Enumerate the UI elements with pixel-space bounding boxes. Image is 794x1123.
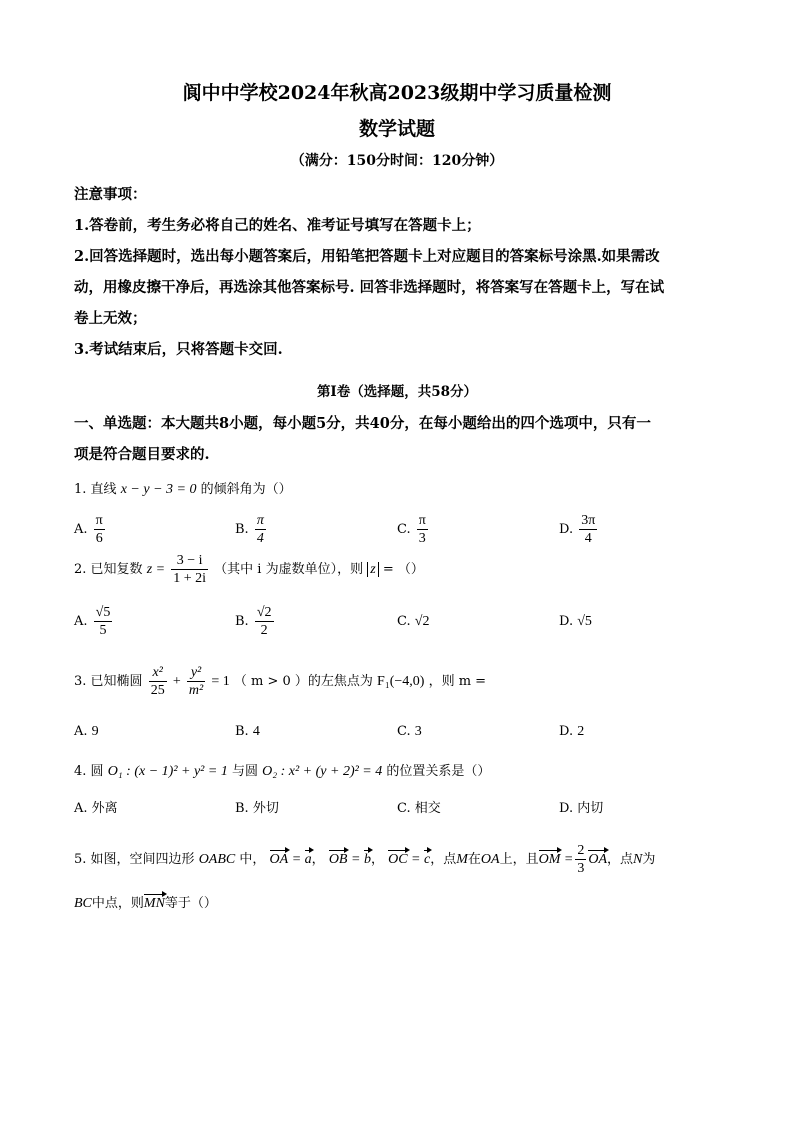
question-5-shape: OABC	[198, 852, 236, 867]
question-4-option-a[interactable]	[74, 797, 118, 816]
vector-c: c	[423, 852, 431, 867]
notes-item-3: 3.考试结束后，只将答题卡交回.	[74, 341, 283, 358]
question-1-text: 的倾斜角为（）	[200, 482, 292, 497]
option-label: B.	[235, 724, 249, 739]
option-label: A.	[74, 614, 88, 629]
option-label: B.	[235, 801, 249, 816]
question-3-eq: = 1	[211, 674, 230, 689]
exam-subtitle: 数学试题	[358, 118, 435, 140]
vector-oa: OA	[269, 852, 289, 867]
question-2-option-b[interactable]	[235, 604, 276, 639]
question-3-option-c[interactable]	[397, 724, 422, 740]
frac-num: 3 − i	[176, 553, 203, 568]
question-5-line-1: 5. 如图，空间四边形 OABC 中， OA = a， OB = b， OC = c，点M在OA上，且OM = $\frac{2}{3}$ OA，点N为	[74, 843, 656, 876]
question-2-text-2: = （）	[382, 562, 424, 577]
question-1-num: 1. 直线	[74, 482, 117, 497]
frac-num: 2	[577, 843, 585, 858]
option-label: C.	[397, 801, 411, 816]
option-value: √5	[577, 614, 592, 629]
option-value: 内切	[577, 801, 604, 816]
option-label: A.	[74, 801, 88, 816]
question-2-option-d[interactable]	[559, 614, 592, 630]
vector-b: b	[363, 852, 371, 867]
question-3-option-a[interactable]	[74, 724, 99, 740]
option-value: 2	[577, 724, 585, 739]
question-1	[74, 478, 292, 498]
question-3-option-d[interactable]	[559, 724, 584, 740]
question-4-circle-1: O₁ : (x − 1)² + y² = 1	[107, 764, 228, 779]
notes-heading: 注意事项：	[74, 186, 147, 203]
question-3: 3. 已知椭圆 $\frac{\text{x²}}{25}$ + $\frac{\text{y²}}{\text{m²}}$ = 1 （ m > 0 ）的左焦点为 F₁(−4,0) ，则 m =	[74, 665, 487, 698]
frac-den: 6	[94, 529, 105, 547]
frac-den: 3	[577, 861, 585, 876]
frac-num: 3π	[581, 513, 596, 528]
option-value: 3	[414, 724, 422, 739]
vector-oa: OA	[588, 852, 607, 867]
question-5-num: 5. 如图，空间四边形	[74, 852, 195, 867]
question-3-cond: （ m > 0 ）的左焦点为	[233, 674, 373, 689]
question-1-expr: x − y − 3 = 0	[120, 482, 197, 497]
option-label: D.	[559, 614, 574, 629]
notes-item-2-line-3: 卷上无效；	[74, 310, 147, 327]
question-1-option-b[interactable]	[235, 512, 268, 547]
question-4-option-d[interactable]	[559, 797, 603, 816]
question-5-text: 中，	[239, 852, 266, 867]
question-4-option-b[interactable]	[235, 797, 279, 816]
frac-num: π	[256, 513, 264, 528]
question-5-line-2	[74, 892, 217, 912]
notes-item-1: 1.答卷前，考生务必将自己的姓名、准考证号填写在答题卡上；	[74, 217, 481, 234]
option-label: C.	[397, 724, 411, 739]
frac-den: 5	[94, 621, 113, 639]
exam-title: 阆中中学校2024年秋高2023级期中学习质量检测	[182, 82, 612, 104]
question-2-option-c[interactable]	[397, 614, 429, 630]
vector-oc: OC	[388, 852, 408, 867]
question-5-text: 在	[467, 852, 481, 867]
question-2-num: 2. 已知复数	[74, 562, 143, 577]
segment-oa: OA	[480, 852, 500, 867]
option-value: √2	[414, 614, 430, 629]
question-3-option-b[interactable]	[235, 724, 260, 740]
point-m: M	[456, 852, 468, 867]
frac-num: π	[95, 513, 103, 528]
question-4	[74, 760, 490, 780]
frac-den: 3	[417, 529, 428, 547]
question-4-tail: 的位置关系是（）	[386, 764, 491, 779]
option-label: A.	[74, 724, 88, 739]
vector-om: OM	[538, 852, 561, 867]
section-title: 第I卷（选择题，共58分）	[316, 384, 478, 400]
frac-num: π	[418, 513, 426, 528]
option-label: B.	[235, 522, 249, 537]
vector-mn: MN	[143, 896, 165, 911]
exam-info: （满分：150分时间：120分钟）	[290, 153, 504, 169]
frac-num: √2	[256, 605, 272, 620]
frac-den: m²	[188, 683, 204, 698]
notes-item-2-line-1: 2.回答选择题时，选出每小题答案后，用铅笔把答题卡上对应题目的答案标号涂黑.如果需改	[74, 248, 660, 265]
segment-bc: BC	[74, 896, 92, 911]
point-n: N	[633, 852, 643, 867]
question-2-option-a[interactable]	[74, 604, 114, 639]
question-5-text: ，点	[607, 852, 634, 867]
frac-num: √5	[95, 605, 111, 620]
frac-num: x²	[152, 665, 163, 680]
question-1-option-a[interactable]	[74, 512, 107, 547]
question-5-text: ，点	[430, 852, 457, 867]
question-3-tail: ，则 m =	[428, 674, 487, 689]
question-3-focus: F₁(−4,0)	[377, 674, 425, 689]
frac-num: y²	[190, 665, 202, 680]
notes-item-2-line-2: 动，用橡皮擦干净后，再选涂其他答案标号. 回答非选择题时，将答案写在答题卡上，写在试	[74, 279, 665, 296]
question-4-circle-2: O₂ : x² + (y + 2)² = 4	[262, 764, 383, 779]
option-value: 外切	[252, 801, 279, 816]
section-instr-line-1: 一、单选题：本大题共8小题，每小题5分，共40分，在每小题给出的四个选项中，只有一	[74, 415, 651, 432]
question-2-text-1: （其中 i 为虚数单位），则	[214, 562, 364, 577]
frac-den: 25	[150, 683, 165, 698]
option-value: 外离	[91, 801, 118, 816]
frac-den: 1 + 2i	[173, 571, 207, 586]
question-1-option-c[interactable]	[397, 512, 430, 547]
question-5-text: 为	[642, 852, 656, 867]
frac-den: 2	[255, 621, 274, 639]
question-5-text: 等于（）	[164, 896, 217, 911]
option-label: C.	[397, 522, 411, 537]
question-2-lhs: z =	[146, 562, 166, 577]
vector-a: a	[304, 852, 312, 867]
question-2-absz: z	[367, 562, 378, 577]
question-4-num: 4. 圆	[74, 764, 104, 779]
option-label: A.	[74, 522, 88, 537]
question-5-text: 上，且	[499, 852, 539, 867]
option-label: D.	[559, 724, 574, 739]
option-value: 9	[91, 724, 99, 739]
question-2	[74, 552, 424, 587]
question-4-option-c[interactable]	[397, 797, 441, 816]
option-label: B.	[235, 614, 249, 629]
frac-den: 4	[579, 529, 597, 547]
option-value: 4	[252, 724, 260, 739]
option-label: D.	[559, 522, 574, 537]
section-instr-line-2: 项是符合题目要求的.	[74, 446, 210, 463]
question-3-num: 3. 已知椭圆	[74, 674, 143, 689]
option-value: 相交	[414, 801, 441, 816]
vector-ob: OB	[328, 852, 348, 867]
question-5-text: 中点，则	[91, 896, 144, 911]
question-1-option-d[interactable]	[559, 512, 599, 547]
option-label: C.	[397, 614, 411, 629]
option-label: D.	[559, 801, 574, 816]
question-4-mid: 与圆	[231, 764, 258, 779]
frac-den: 4	[255, 529, 266, 547]
